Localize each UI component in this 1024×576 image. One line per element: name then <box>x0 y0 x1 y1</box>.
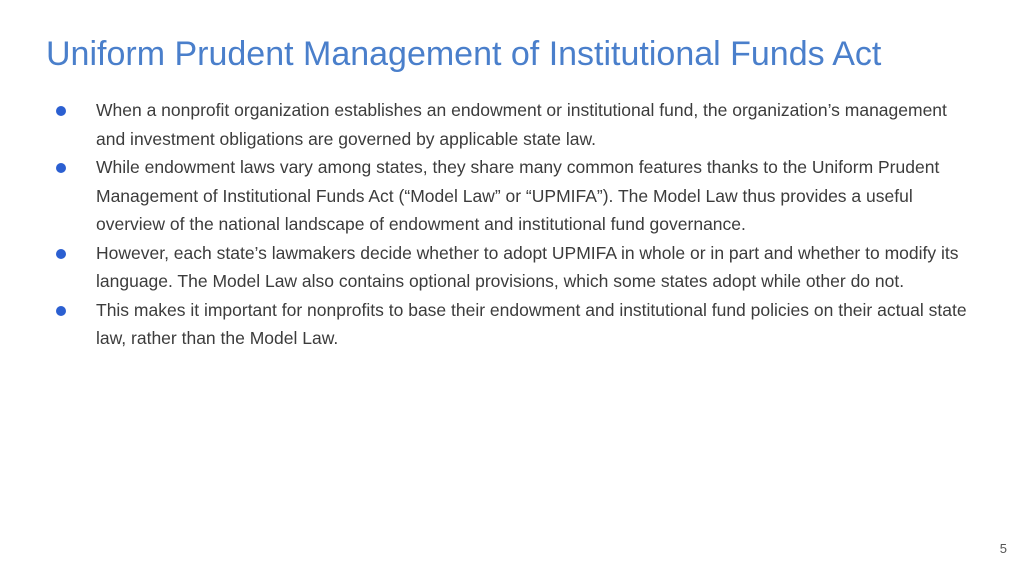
bullet-text: When a nonprofit organization establishes an endowment or institutional fund, the organization’s management and investment obligations are governed by applicable state law. <box>96 100 947 149</box>
bullet-dot-icon <box>56 106 66 116</box>
bullet-item <box>50 239 980 296</box>
page-number: 5 <box>999 541 1007 556</box>
bullet-item <box>50 96 980 153</box>
bullet-text: This makes it important for nonprofits to base their endowment and institutional fund policies on their actual state law, rather than the Model Law. <box>96 299 967 348</box>
bullet-dot-icon <box>56 249 66 259</box>
bullet-text: While endowment laws vary among states, they share many common features thanks to the Uniform Prudent Management of Institutional Funds Act (“Model Law” or “UPMIFA”). The Model Law thus provides a useful overview of the national landscape of endowment and institutional fund governance. <box>96 157 940 234</box>
bullet-item <box>50 153 980 239</box>
bullet-dot-icon <box>56 306 66 316</box>
slide-title: Uniform Prudent Management of Institutional Funds Act <box>46 35 882 73</box>
bullet-dot-icon <box>56 163 66 173</box>
bullet-list <box>50 96 980 353</box>
bullet-text: However, each state’s lawmakers decide whether to adopt UPMIFA in whole or in part and whether to modify its language. The Model Law also contains optional provisions, which some states adopt while other do not. <box>96 242 959 291</box>
bullet-item <box>50 296 980 353</box>
